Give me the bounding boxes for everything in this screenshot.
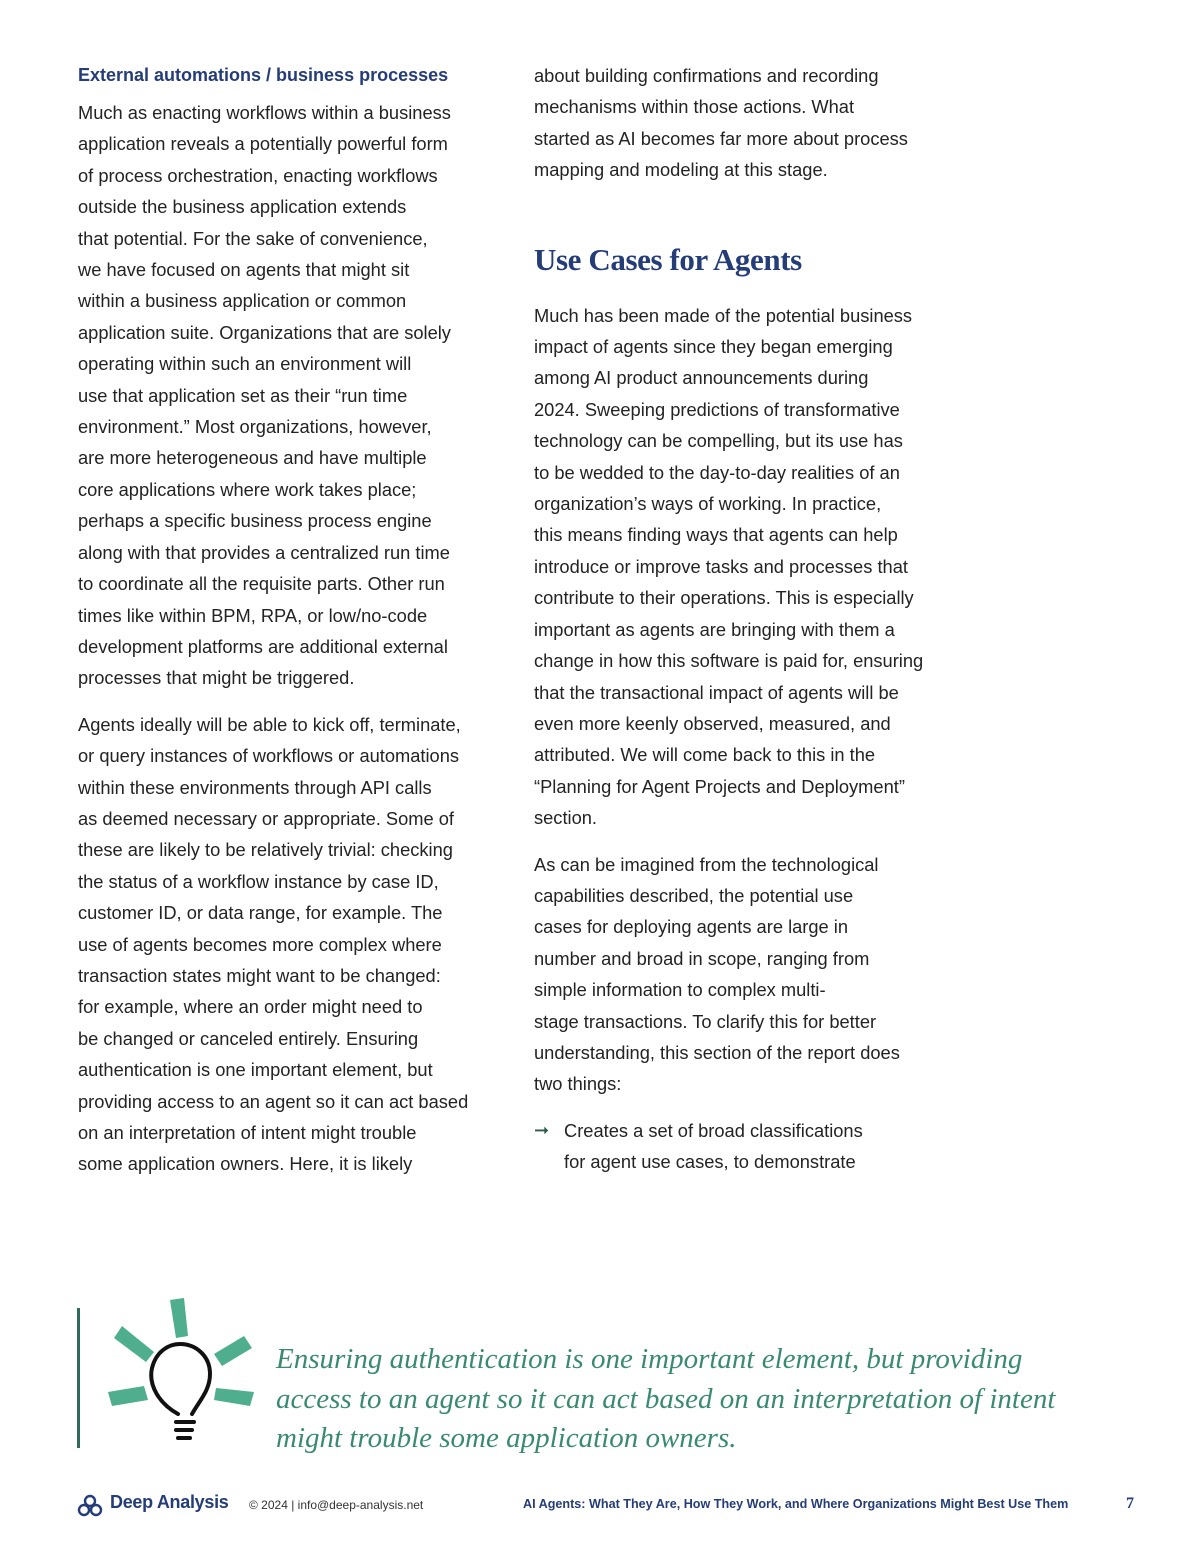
text-line: organization’s ways of working. In practice, [534, 493, 882, 515]
text-line: cases for deploying agents are large in [534, 916, 849, 938]
text-line: number and broad in scope, ranging from [534, 947, 870, 969]
text-line: within a business application or common [78, 290, 407, 312]
right-column [534, 60, 964, 1178]
text-line: these are likely to be relatively trivial: checking [78, 839, 453, 861]
text-line: operating within such an environment will [78, 353, 412, 375]
text-line: as deemed necessary or appropriate. Some of [78, 807, 454, 829]
text-line: Agents ideally will be able to kick off, terminate, [78, 713, 461, 735]
text-line: 2024. Sweeping predictions of transformative [534, 398, 900, 420]
text-line: within these environments through API calls [78, 776, 432, 798]
text-line: access to an agent so it can act based on an interpretation of intent [276, 1382, 1056, 1415]
text-line: understanding, this section of the report does [534, 1041, 900, 1063]
text-line: about building confirmations and recording [534, 65, 879, 86]
text-line: simple information to complex multi- [534, 979, 826, 1001]
text-line: some application owners. Here, it is likely [78, 1153, 413, 1175]
text-line: attributed. We will come back to this in the [534, 744, 876, 766]
subheading-external-automations: External automations / business processes [78, 65, 449, 85]
text-line: along with that provides a centralized run time [78, 541, 450, 563]
text-line: times like within BPM, RPA, or low/no-code [78, 604, 428, 626]
bullet-text [564, 1115, 964, 1178]
text-line: are more heterogeneous and have multiple [78, 447, 427, 469]
left-paragraph-2 [78, 709, 508, 1180]
text-line: application reveals a potentially powerful form [78, 133, 448, 155]
text-line: core applications where work takes place; [78, 478, 417, 500]
text-line: to be wedded to the day-to-day realities of an [534, 461, 900, 483]
text-line: capabilities described, the potential use [534, 884, 854, 906]
section-title-use-cases: Use Cases for Agents [534, 241, 802, 277]
text-line: Much as enacting workflows within a business [78, 102, 451, 123]
text-line: technology can be compelling, but its use has [534, 430, 903, 452]
text-line: use of agents becomes more complex where [78, 933, 442, 955]
pull-quote-bar [77, 1308, 80, 1448]
page-number: 7 [1126, 1495, 1134, 1512]
text-line: As can be imagined from the technological [534, 853, 879, 875]
text-line: on an interpretation of intent might trouble [78, 1122, 417, 1143]
text-line: for agent use cases, to demonstrate [564, 1151, 856, 1173]
text-line: providing access to an agent so it can act based [78, 1090, 469, 1112]
text-line: introduce or improve tasks and processes that [534, 555, 908, 577]
left-column [78, 60, 508, 1195]
right-paragraph-continued [534, 60, 964, 186]
text-line: mechanisms within those actions. What [534, 96, 855, 118]
text-line: use that application set as their “run time [78, 384, 408, 406]
pull-quote [276, 1340, 1136, 1459]
text-line: stage transactions. To clarify this for better [534, 1010, 877, 1032]
text-line: customer ID, or data range, for example. The [78, 902, 443, 924]
bullet-item [534, 1115, 964, 1178]
text-line: development platforms are additional external [78, 635, 448, 657]
text-line: contribute to their operations. This is especially [534, 587, 914, 609]
text-line: even more keenly observed, measured, and [534, 712, 891, 734]
text-line: of process orchestration, enacting workflows [78, 164, 438, 186]
text-line: authentication is one important element, but [78, 1059, 433, 1081]
text-line: transaction states might want to be changed: [78, 964, 441, 986]
text-line: section. [534, 807, 598, 829]
deep-analysis-logo-icon [77, 1494, 103, 1518]
text-line: we have focused on agents that might sit [78, 259, 410, 281]
text-line: Much has been made of the potential business [534, 304, 913, 326]
text-line: environment.” Most organizations, however, [78, 416, 432, 438]
right-paragraph-2 [534, 849, 964, 1100]
text-line: processes that might be triggered. [78, 667, 355, 689]
left-paragraph-1 [78, 97, 508, 694]
footer [0, 1490, 1200, 1520]
right-paragraph-1 [534, 300, 964, 834]
text-line: two things: [534, 1073, 622, 1095]
text-line: might trouble some application owners. [276, 1422, 737, 1454]
text-line: be changed or canceled entirely. Ensuring [78, 1027, 419, 1049]
text-line: application suite. Organizations that are solely [78, 321, 451, 343]
arrow-right-icon: ➞ [534, 1119, 550, 1140]
text-line: Ensuring authentication is one important element, but providing [276, 1343, 1023, 1375]
text-line: Creates a set of broad classifications [564, 1119, 863, 1141]
text-line: mapping and modeling at this stage. [534, 159, 828, 181]
text-line: “Planning for Agent Projects and Deployment” [534, 775, 905, 797]
text-line: that the transactional impact of agents will be [534, 681, 899, 703]
copyright-contact: © 2024 | info@deep-analysis.net [249, 1498, 424, 1512]
lightbulb-icon [104, 1296, 264, 1456]
text-line: to coordinate all the requisite parts. Other run [78, 573, 445, 595]
text-line: for example, where an order might need to [78, 996, 423, 1018]
report-title: AI Agents: What They Are, How They Work, and Where Organizations Might Best Use Them [523, 1497, 1069, 1511]
text-line: perhaps a specific business process engine [78, 510, 432, 532]
text-line: outside the business application extends [78, 196, 407, 218]
text-line: that potential. For the sake of convenience, [78, 227, 428, 249]
text-line: among AI product announcements during [534, 367, 869, 389]
text-line: this means finding ways that agents can help [534, 524, 898, 546]
text-line: or query instances of workflows or automations [78, 745, 460, 767]
text-line: impact of agents since they began emerging [534, 336, 893, 358]
text-line: change in how this software is paid for, ensuring [534, 650, 924, 672]
brand-name: Deep Analysis [110, 1492, 229, 1512]
text-line: started as AI becomes far more about process [534, 127, 908, 149]
text-line: important as agents are bringing with them a [534, 618, 895, 640]
text-line: the status of a workflow instance by case ID, [78, 870, 439, 892]
